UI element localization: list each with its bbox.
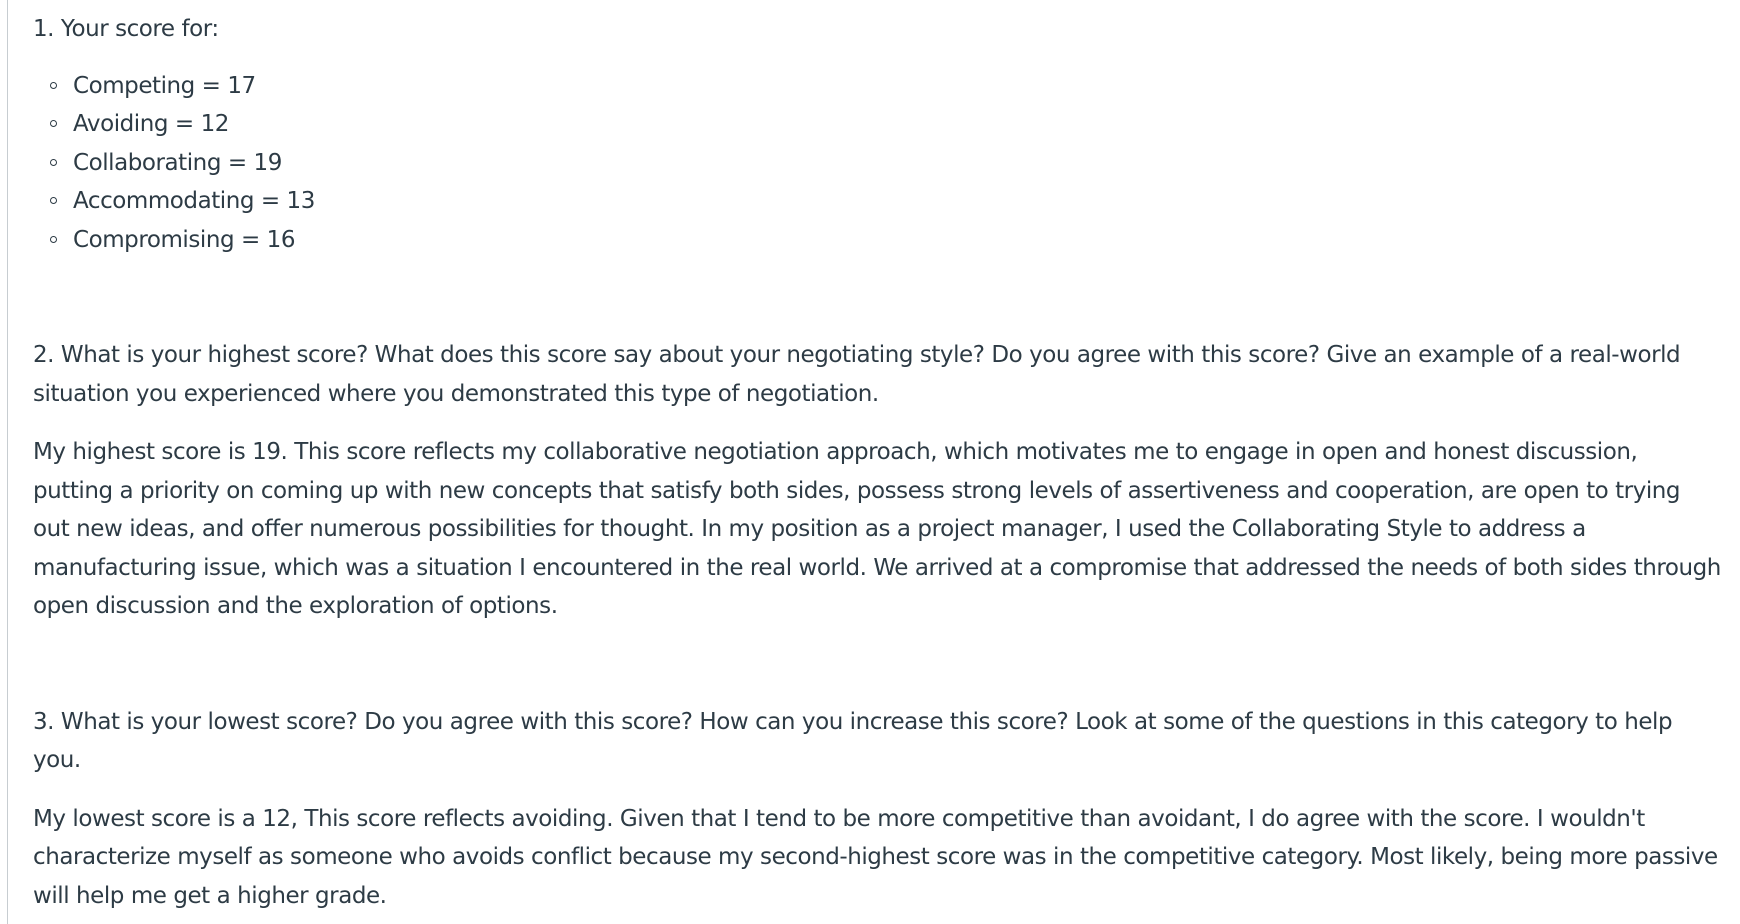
answer-2-line: My highest score is 19. This score reflects my collaborative negotiation approach, which motivates me to engage in open and honest discussion, (33, 439, 1638, 465)
circle-bullet-icon (50, 236, 57, 243)
question-3-line: 3. What is your lowest score? Do you agree with this score? How can you increase this score? Look at some of the questions in this category to help (33, 708, 1673, 735)
score-list (33, 67, 1733, 260)
question-3-prompt (33, 703, 1733, 780)
question-2-answer (33, 433, 1733, 626)
question-2-line: situation you experienced where you demonstrated this type of negotiation. (33, 380, 879, 407)
answer-2-line: putting a priority on coming up with new concepts that satisfy both sides, possess strong levels of assertiveness and cooperation, are open to trying (33, 477, 1681, 504)
answer-3-line: My lowest score is a 12, This score reflects avoiding. Given that I tend to be more competitive than avoidant, I do agree with the score. I wouldn't (33, 805, 1645, 832)
answer-2-line: out new ideas, and offer numerous possibilities for thought. In my position as a project manager, I used the Collaborating Style to address a (33, 516, 1586, 542)
score-item-collaborating (33, 144, 1733, 183)
question-1-heading: 1. Your score for: (33, 16, 219, 42)
score-item-accommodating (33, 182, 1733, 221)
answer-2-line: open discussion and the exploration of options. (33, 593, 558, 619)
answer-3-line: will help me get a higher grade. (33, 882, 387, 909)
circle-bullet-icon (50, 120, 57, 127)
score-text: Compromising = 16 (73, 226, 296, 253)
circle-bullet-icon (50, 82, 57, 89)
question-2-prompt (33, 336, 1733, 413)
score-text: Competing = 17 (73, 72, 256, 99)
score-item-compromising (33, 221, 1733, 260)
answer-3-line: characterize myself as someone who avoids conflict because my second-highest score was in the competitive category. Most likely, being more passive (33, 844, 1718, 870)
score-text: Collaborating = 19 (73, 149, 282, 176)
answer-2-line: manufacturing issue, which was a situation I encountered in the real world. We arrived at a compromise that addressed the needs of both sides through (33, 554, 1721, 581)
content-left-border (7, 0, 8, 924)
question-2-line: 2. What is your highest score? What does this score say about your negotiating style? Do you agree with this score? Give an example of a real-world (33, 342, 1681, 368)
question-3-answer (33, 800, 1733, 916)
score-text: Avoiding = 12 (73, 111, 229, 137)
circle-bullet-icon (50, 197, 57, 204)
score-item-competing (33, 67, 1733, 106)
circle-bullet-icon (50, 159, 57, 166)
score-text: Accommodating = 13 (73, 188, 315, 214)
score-item-avoiding (33, 105, 1733, 144)
document-content (33, 10, 1733, 915)
question-3-line: you. (33, 747, 81, 773)
